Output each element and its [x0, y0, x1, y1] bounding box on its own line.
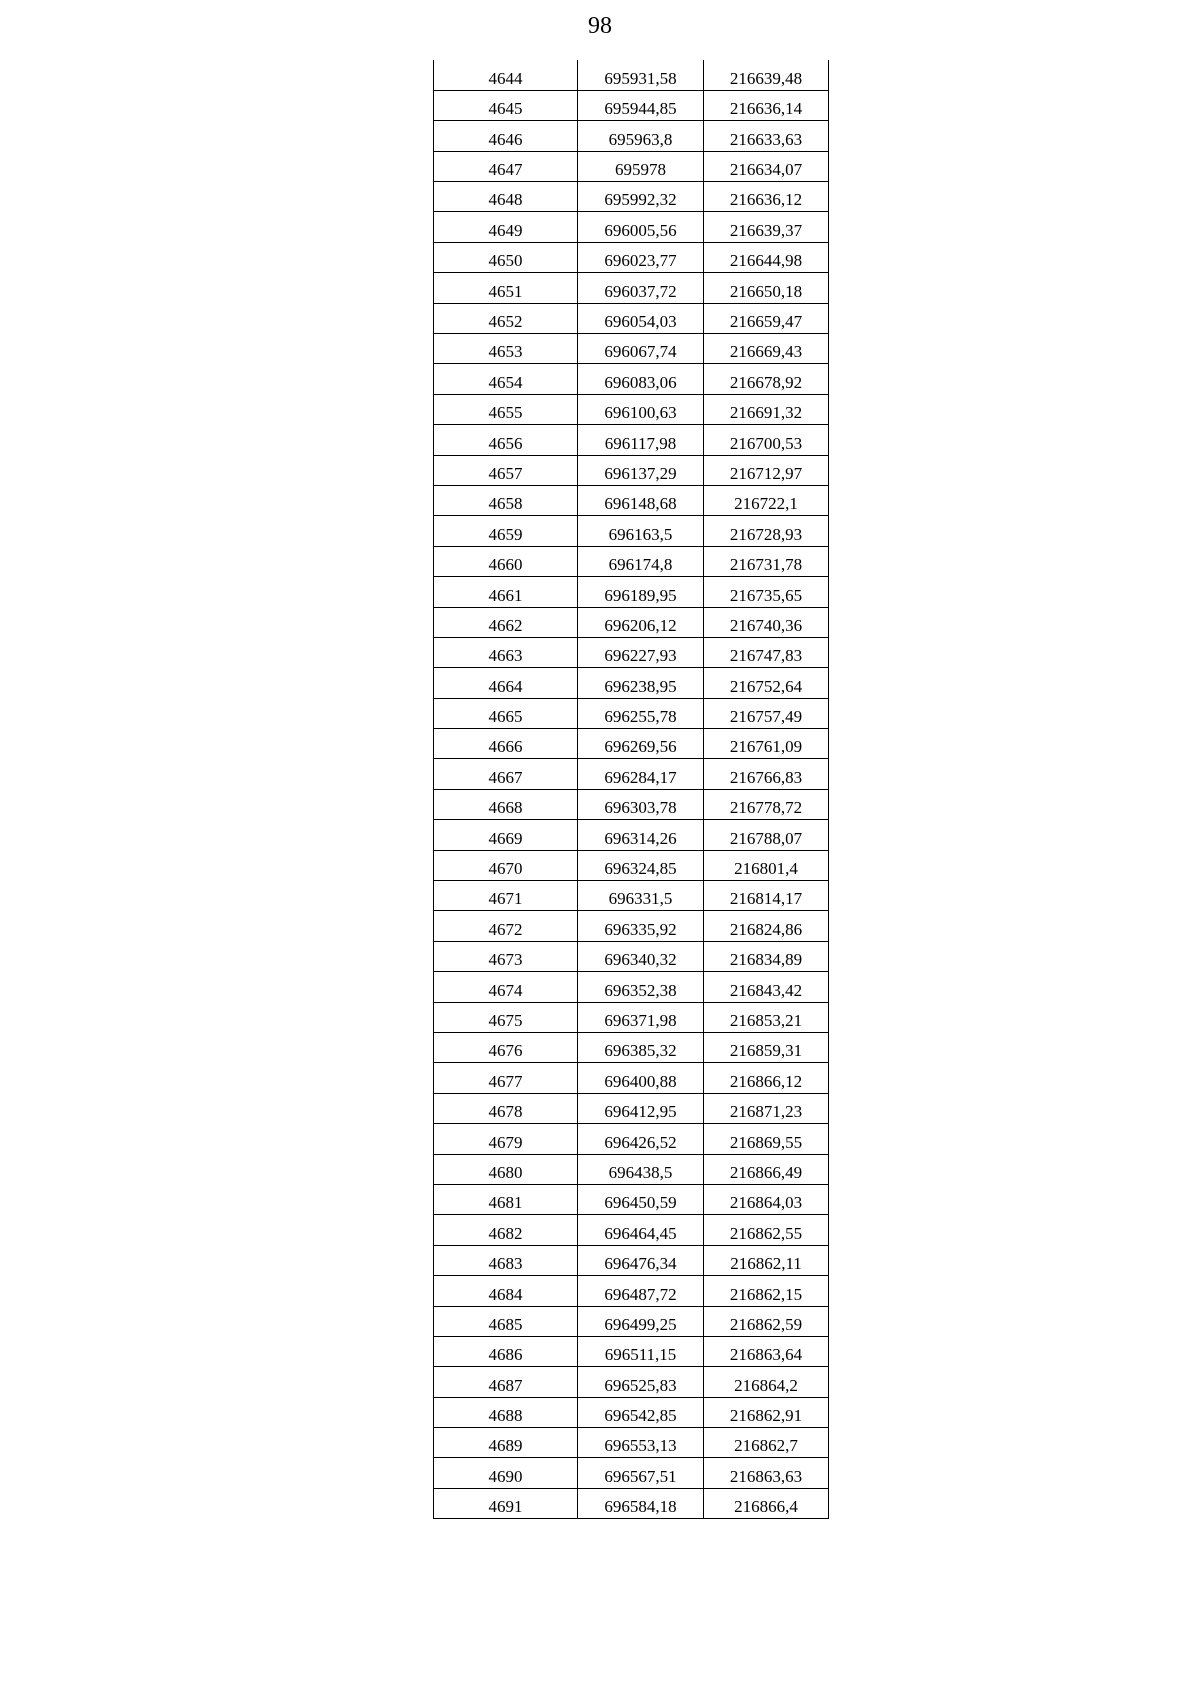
- point-number-cell: 4676: [434, 1033, 578, 1063]
- x-coordinate-cell: 696499,25: [578, 1306, 704, 1336]
- y-coordinate-cell: 216814,17: [704, 881, 829, 911]
- point-number-cell: 4689: [434, 1428, 578, 1458]
- point-number-cell: 4682: [434, 1215, 578, 1245]
- y-coordinate-cell: 216862,59: [704, 1306, 829, 1336]
- x-coordinate-cell: 695963,8: [578, 121, 704, 151]
- table-row: [434, 881, 829, 911]
- point-number-cell: 4669: [434, 820, 578, 850]
- x-coordinate-cell: 696206,12: [578, 607, 704, 637]
- y-coordinate-cell: 216863,64: [704, 1336, 829, 1366]
- point-number-cell: 4672: [434, 911, 578, 941]
- x-coordinate-cell: 696023,77: [578, 242, 704, 272]
- x-coordinate-cell: 696400,88: [578, 1063, 704, 1093]
- y-coordinate-cell: 216757,49: [704, 698, 829, 728]
- point-number-cell: 4667: [434, 759, 578, 789]
- y-coordinate-cell: 216834,89: [704, 941, 829, 971]
- table-row: [434, 151, 829, 181]
- table-row: [434, 698, 829, 728]
- point-number-cell: 4663: [434, 637, 578, 667]
- table-row: [434, 1124, 829, 1154]
- point-number-cell: 4684: [434, 1276, 578, 1306]
- x-coordinate-cell: 696238,95: [578, 668, 704, 698]
- point-number-cell: 4680: [434, 1154, 578, 1184]
- y-coordinate-cell: 216862,15: [704, 1276, 829, 1306]
- y-coordinate-cell: 216859,31: [704, 1033, 829, 1063]
- table-row: [434, 334, 829, 364]
- x-coordinate-cell: 696335,92: [578, 911, 704, 941]
- table-row: [434, 1428, 829, 1458]
- y-coordinate-cell: 216862,91: [704, 1397, 829, 1427]
- point-number-cell: 4674: [434, 972, 578, 1002]
- table-row: [434, 303, 829, 333]
- x-coordinate-cell: 696137,29: [578, 455, 704, 485]
- table-row: [434, 425, 829, 455]
- y-coordinate-cell: 216650,18: [704, 273, 829, 303]
- y-coordinate-cell: 216700,53: [704, 425, 829, 455]
- table-row: [434, 90, 829, 120]
- page-number: 98: [588, 13, 612, 39]
- point-number-cell: 4645: [434, 90, 578, 120]
- y-coordinate-cell: 216669,43: [704, 334, 829, 364]
- x-coordinate-cell: 695992,32: [578, 182, 704, 212]
- y-coordinate-cell: 216824,86: [704, 911, 829, 941]
- y-coordinate-cell: 216728,93: [704, 516, 829, 546]
- y-coordinate-cell: 216871,23: [704, 1093, 829, 1123]
- coordinates-table: [433, 60, 829, 1519]
- y-coordinate-cell: 216722,1: [704, 485, 829, 515]
- table-row: [434, 455, 829, 485]
- point-number-cell: 4688: [434, 1397, 578, 1427]
- point-number-cell: 4647: [434, 151, 578, 181]
- table-row: [434, 637, 829, 667]
- table-row: [434, 972, 829, 1002]
- y-coordinate-cell: 216866,4: [704, 1488, 829, 1518]
- y-coordinate-cell: 216863,63: [704, 1458, 829, 1488]
- x-coordinate-cell: 696553,13: [578, 1428, 704, 1458]
- point-number-cell: 4678: [434, 1093, 578, 1123]
- x-coordinate-cell: 696100,63: [578, 394, 704, 424]
- y-coordinate-cell: 216778,72: [704, 789, 829, 819]
- table-row: [434, 668, 829, 698]
- table-row: [434, 1397, 829, 1427]
- x-coordinate-cell: 696450,59: [578, 1184, 704, 1214]
- table-row: [434, 1002, 829, 1032]
- table-row: [434, 121, 829, 151]
- y-coordinate-cell: 216731,78: [704, 546, 829, 576]
- x-coordinate-cell: 696227,93: [578, 637, 704, 667]
- table-row: [434, 1276, 829, 1306]
- y-coordinate-cell: 216752,64: [704, 668, 829, 698]
- table-row: [434, 1367, 829, 1397]
- point-number-cell: 4686: [434, 1336, 578, 1366]
- table-row: [434, 1063, 829, 1093]
- x-coordinate-cell: 696269,56: [578, 729, 704, 759]
- table-row: [434, 1215, 829, 1245]
- table-row: [434, 516, 829, 546]
- point-number-cell: 4679: [434, 1124, 578, 1154]
- point-number-cell: 4651: [434, 273, 578, 303]
- y-coordinate-cell: 216636,12: [704, 182, 829, 212]
- x-coordinate-cell: 696525,83: [578, 1367, 704, 1397]
- x-coordinate-cell: 695944,85: [578, 90, 704, 120]
- y-coordinate-cell: 216761,09: [704, 729, 829, 759]
- table-row: [434, 1093, 829, 1123]
- table-row: [434, 242, 829, 272]
- point-number-cell: 4646: [434, 121, 578, 151]
- point-number-cell: 4671: [434, 881, 578, 911]
- point-number-cell: 4659: [434, 516, 578, 546]
- x-coordinate-cell: 696464,45: [578, 1215, 704, 1245]
- table-row: [434, 212, 829, 242]
- table-row: [434, 60, 829, 90]
- point-number-cell: 4673: [434, 941, 578, 971]
- y-coordinate-cell: 216853,21: [704, 1002, 829, 1032]
- y-coordinate-cell: 216862,7: [704, 1428, 829, 1458]
- point-number-cell: 4658: [434, 485, 578, 515]
- table-row: [434, 941, 829, 971]
- point-number-cell: 4652: [434, 303, 578, 333]
- table-row: [434, 1488, 829, 1518]
- table-body: [434, 60, 829, 1519]
- x-coordinate-cell: 696426,52: [578, 1124, 704, 1154]
- y-coordinate-cell: 216639,48: [704, 60, 829, 90]
- point-number-cell: 4660: [434, 546, 578, 576]
- y-coordinate-cell: 216634,07: [704, 151, 829, 181]
- point-number-cell: 4687: [434, 1367, 578, 1397]
- x-coordinate-cell: 696083,06: [578, 364, 704, 394]
- table-row: [434, 820, 829, 850]
- table-row: [434, 759, 829, 789]
- x-coordinate-cell: 696284,17: [578, 759, 704, 789]
- table-row: [434, 789, 829, 819]
- x-coordinate-cell: 696189,95: [578, 577, 704, 607]
- x-coordinate-cell: 696255,78: [578, 698, 704, 728]
- table-row: [434, 1306, 829, 1336]
- table-row: [434, 1154, 829, 1184]
- point-number-cell: 4654: [434, 364, 578, 394]
- x-coordinate-cell: 696487,72: [578, 1276, 704, 1306]
- y-coordinate-cell: 216633,63: [704, 121, 829, 151]
- table-row: [434, 364, 829, 394]
- y-coordinate-cell: 216843,42: [704, 972, 829, 1002]
- table-row: [434, 729, 829, 759]
- point-number-cell: 4662: [434, 607, 578, 637]
- y-coordinate-cell: 216864,03: [704, 1184, 829, 1214]
- x-coordinate-cell: 695978: [578, 151, 704, 181]
- x-coordinate-cell: 696542,85: [578, 1397, 704, 1427]
- x-coordinate-cell: 696584,18: [578, 1488, 704, 1518]
- y-coordinate-cell: 216862,11: [704, 1245, 829, 1275]
- table-row: [434, 394, 829, 424]
- point-number-cell: 4664: [434, 668, 578, 698]
- table-row: [434, 1245, 829, 1275]
- table-row: [434, 485, 829, 515]
- y-coordinate-cell: 216866,12: [704, 1063, 829, 1093]
- table-row: [434, 1458, 829, 1488]
- point-number-cell: 4670: [434, 850, 578, 880]
- x-coordinate-cell: 696054,03: [578, 303, 704, 333]
- x-coordinate-cell: 696037,72: [578, 273, 704, 303]
- point-number-cell: 4656: [434, 425, 578, 455]
- y-coordinate-cell: 216864,2: [704, 1367, 829, 1397]
- x-coordinate-cell: 696303,78: [578, 789, 704, 819]
- x-coordinate-cell: 696385,32: [578, 1033, 704, 1063]
- y-coordinate-cell: 216639,37: [704, 212, 829, 242]
- point-number-cell: 4666: [434, 729, 578, 759]
- x-coordinate-cell: 696314,26: [578, 820, 704, 850]
- table-row: [434, 1336, 829, 1366]
- y-coordinate-cell: 216735,65: [704, 577, 829, 607]
- point-number-cell: 4681: [434, 1184, 578, 1214]
- table-row: [434, 1184, 829, 1214]
- y-coordinate-cell: 216740,36: [704, 607, 829, 637]
- y-coordinate-cell: 216747,83: [704, 637, 829, 667]
- point-number-cell: 4683: [434, 1245, 578, 1275]
- x-coordinate-cell: 696163,5: [578, 516, 704, 546]
- table-row: [434, 850, 829, 880]
- y-coordinate-cell: 216869,55: [704, 1124, 829, 1154]
- point-number-cell: 4691: [434, 1488, 578, 1518]
- x-coordinate-cell: 696174,8: [578, 546, 704, 576]
- x-coordinate-cell: 696148,68: [578, 485, 704, 515]
- point-number-cell: 4661: [434, 577, 578, 607]
- point-number-cell: 4648: [434, 182, 578, 212]
- y-coordinate-cell: 216788,07: [704, 820, 829, 850]
- x-coordinate-cell: 696438,5: [578, 1154, 704, 1184]
- point-number-cell: 4668: [434, 789, 578, 819]
- x-coordinate-cell: 696005,56: [578, 212, 704, 242]
- point-number-cell: 4690: [434, 1458, 578, 1488]
- point-number-cell: 4665: [434, 698, 578, 728]
- table-row: [434, 546, 829, 576]
- y-coordinate-cell: 216712,97: [704, 455, 829, 485]
- table-row: [434, 1033, 829, 1063]
- x-coordinate-cell: 696340,32: [578, 941, 704, 971]
- y-coordinate-cell: 216866,49: [704, 1154, 829, 1184]
- y-coordinate-cell: 216678,92: [704, 364, 829, 394]
- x-coordinate-cell: 696476,34: [578, 1245, 704, 1275]
- y-coordinate-cell: 216862,55: [704, 1215, 829, 1245]
- x-coordinate-cell: 695931,58: [578, 60, 704, 90]
- table-row: [434, 577, 829, 607]
- table-row: [434, 911, 829, 941]
- x-coordinate-cell: 696511,15: [578, 1336, 704, 1366]
- point-number-cell: 4655: [434, 394, 578, 424]
- y-coordinate-cell: 216691,32: [704, 394, 829, 424]
- point-number-cell: 4675: [434, 1002, 578, 1032]
- x-coordinate-cell: 696352,38: [578, 972, 704, 1002]
- point-number-cell: 4657: [434, 455, 578, 485]
- point-number-cell: 4650: [434, 242, 578, 272]
- x-coordinate-cell: 696324,85: [578, 850, 704, 880]
- table-row: [434, 182, 829, 212]
- x-coordinate-cell: 696412,95: [578, 1093, 704, 1123]
- y-coordinate-cell: 216636,14: [704, 90, 829, 120]
- x-coordinate-cell: 696067,74: [578, 334, 704, 364]
- point-number-cell: 4653: [434, 334, 578, 364]
- point-number-cell: 4685: [434, 1306, 578, 1336]
- x-coordinate-cell: 696567,51: [578, 1458, 704, 1488]
- y-coordinate-cell: 216801,4: [704, 850, 829, 880]
- point-number-cell: 4677: [434, 1063, 578, 1093]
- x-coordinate-cell: 696117,98: [578, 425, 704, 455]
- x-coordinate-cell: 696331,5: [578, 881, 704, 911]
- table-row: [434, 273, 829, 303]
- y-coordinate-cell: 216644,98: [704, 242, 829, 272]
- table-row: [434, 607, 829, 637]
- point-number-cell: 4644: [434, 60, 578, 90]
- x-coordinate-cell: 696371,98: [578, 1002, 704, 1032]
- y-coordinate-cell: 216766,83: [704, 759, 829, 789]
- y-coordinate-cell: 216659,47: [704, 303, 829, 333]
- point-number-cell: 4649: [434, 212, 578, 242]
